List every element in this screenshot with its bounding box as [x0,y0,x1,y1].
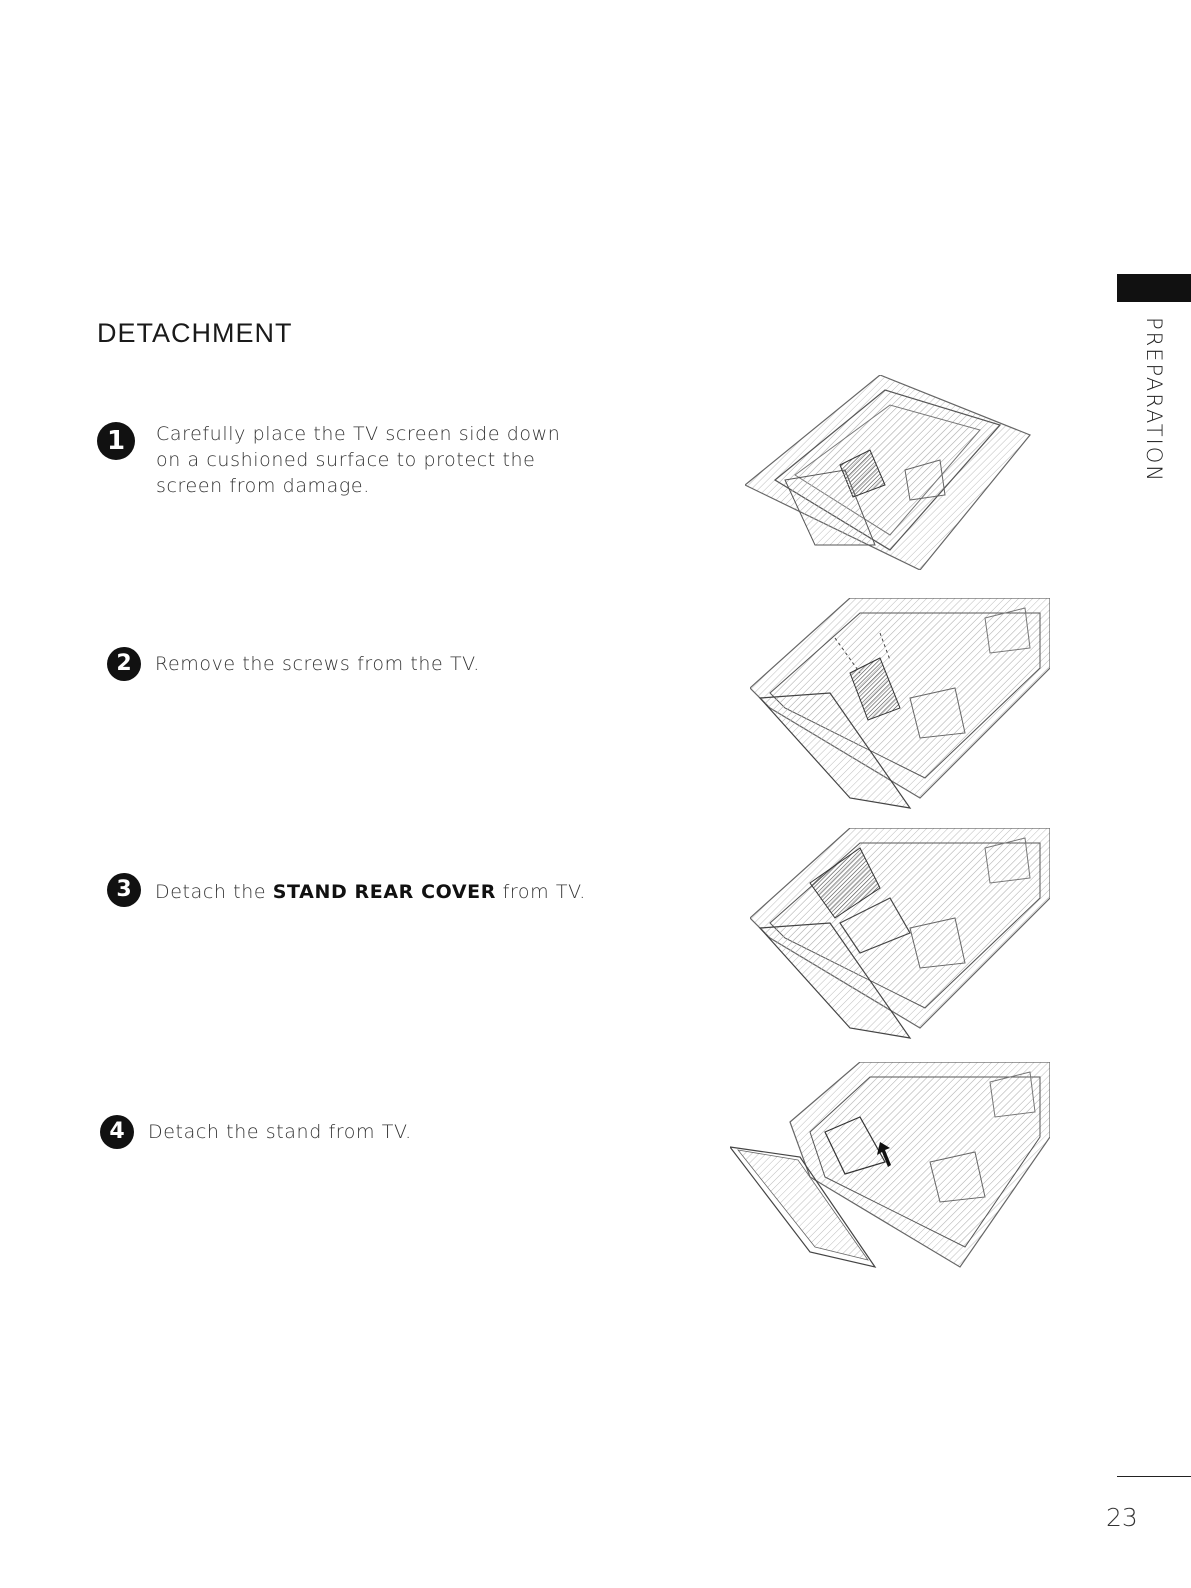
side-tab-marker [1117,274,1191,302]
page-footer-rule [1117,1476,1191,1477]
step-3-number: 3 [107,873,141,907]
step-1-text: Carefully place the TV screen side down on a cushioned surface to protect the screen from damage. [156,423,561,497]
tv-face-down-illustration [745,375,1035,570]
detach-rear-cover-illustration [750,828,1050,1043]
step-4-number: 4 [100,1115,134,1149]
side-tab-label: PREPARATION [1142,317,1166,483]
step-4-text: Detach the stand from TV. [148,1121,412,1143]
section-title: DETACHMENT [97,318,293,348]
remove-screws-illustration [750,598,1050,813]
step-2-text: Remove the screws from the TV. [155,653,480,675]
step-3-text: Detach the STAND REAR COVER from TV. [155,881,586,903]
step-2-number: 2 [107,647,141,681]
page-number: 23 [1106,1503,1138,1532]
stand-rear-cover-label: STAND REAR COVER [272,881,496,903]
step-1-number: 1 [97,422,135,460]
detach-stand-illustration [730,1062,1050,1272]
